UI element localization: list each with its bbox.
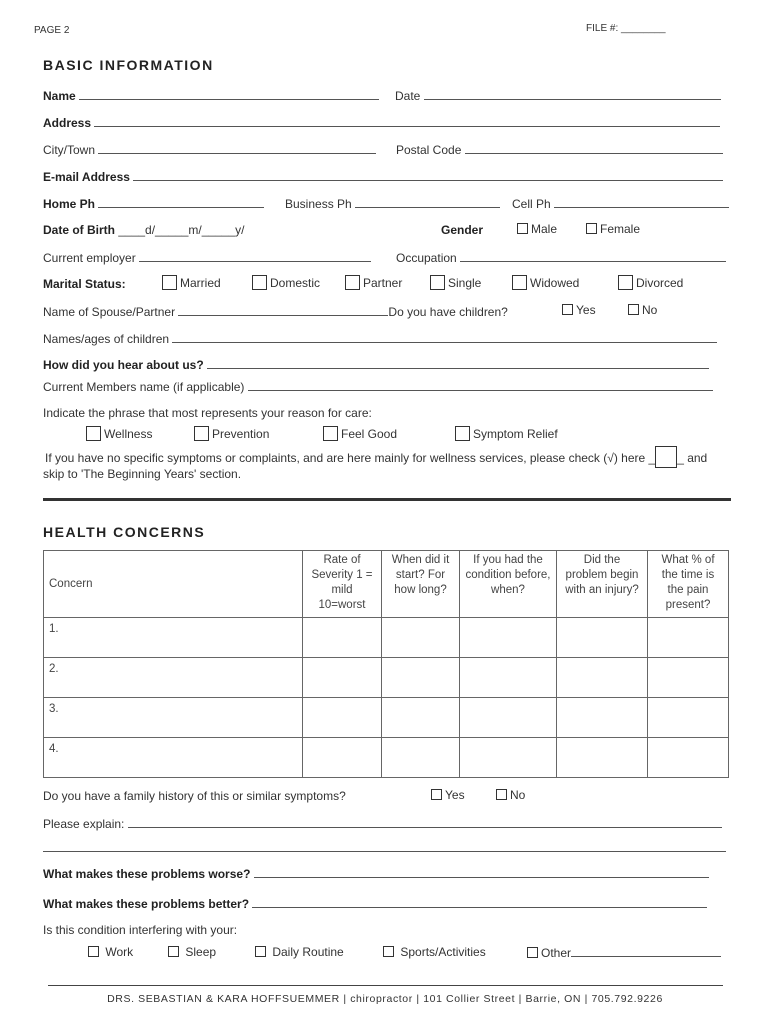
single-label: Single <box>448 276 482 290</box>
address-field[interactable] <box>94 115 720 127</box>
female-checkbox[interactable] <box>586 223 597 234</box>
table-cell[interactable] <box>460 738 557 778</box>
email-field[interactable] <box>133 169 723 181</box>
table-cell[interactable] <box>648 698 729 738</box>
marital-option-divorced[interactable] <box>618 275 683 290</box>
family-no-checkbox[interactable] <box>496 789 507 800</box>
daily-routine-label: Daily Routine <box>272 945 344 959</box>
table-cell[interactable] <box>382 618 460 658</box>
family-yes-checkbox[interactable] <box>431 789 442 800</box>
marital-option-partner[interactable] <box>345 275 402 290</box>
email-label: E-mail Address <box>43 170 130 184</box>
explain-field-line-2[interactable] <box>43 841 726 852</box>
gender-label: Gender <box>441 223 484 237</box>
reason-option-wellness[interactable] <box>86 426 152 441</box>
employer-field[interactable] <box>139 250 371 262</box>
female-label: Female <box>600 222 641 236</box>
reason-option-feel-good[interactable] <box>323 426 397 441</box>
business-phone-label: Business Ph <box>285 197 352 211</box>
reason-prompt: Indicate the phrase that most represents your reason for care: <box>43 406 372 420</box>
table-cell[interactable] <box>303 658 382 698</box>
column-header-injury: Did the problem begin with an injury? <box>557 551 648 618</box>
reason-option-prevention[interactable] <box>194 426 269 441</box>
table-cell[interactable] <box>382 658 460 698</box>
children-question: Do you have children? <box>388 305 508 319</box>
city-field[interactable] <box>98 142 376 154</box>
page-number: PAGE 2 <box>34 25 70 36</box>
children-no-label: No <box>642 303 658 317</box>
table-cell[interactable] <box>303 618 382 658</box>
better-field[interactable] <box>252 896 707 908</box>
spouse-field[interactable] <box>178 304 388 316</box>
cell-phone-label: Cell Ph <box>512 197 551 211</box>
family-no-label: No <box>510 788 526 802</box>
table-cell[interactable] <box>460 618 557 658</box>
postal-label: Postal Code <box>396 143 462 157</box>
table-cell[interactable] <box>303 698 382 738</box>
gender-female-option[interactable] <box>586 222 640 236</box>
feel-good-label: Feel Good <box>341 427 398 441</box>
table-cell[interactable] <box>460 698 557 738</box>
interfering-option-sleep[interactable] <box>168 945 216 959</box>
row-number[interactable]: 2. <box>44 658 303 698</box>
wellness-note: If you have no specific symptoms or complaints, and are here mainly for wellness services, please check (√) here _ <box>45 451 656 465</box>
gender-male-option[interactable] <box>517 222 557 236</box>
table-row[interactable] <box>44 738 729 778</box>
partner-label: Partner <box>363 276 403 290</box>
interfering-option-other[interactable] <box>527 945 721 960</box>
table-cell[interactable] <box>648 738 729 778</box>
other-field[interactable] <box>571 945 721 957</box>
worse-label: What makes these problems worse? <box>43 867 251 881</box>
table-row[interactable] <box>44 658 729 698</box>
file-number: FILE #: ________ <box>586 23 666 34</box>
dob-field[interactable]: ____d/_____m/_____y/ <box>118 223 245 237</box>
other-checkbox[interactable] <box>527 947 538 958</box>
other-label: Other <box>541 946 572 960</box>
sleep-label: Sleep <box>185 945 217 959</box>
children-names-field[interactable] <box>172 331 717 343</box>
domestic-checkbox[interactable] <box>252 275 267 290</box>
children-no-checkbox[interactable] <box>628 304 639 315</box>
wellness-note-and: _ and <box>677 451 708 465</box>
section-divider <box>43 498 731 501</box>
section-title-health: HEALTH CONCERNS <box>43 524 206 540</box>
widowed-checkbox[interactable] <box>512 275 527 290</box>
divorced-label: Divorced <box>636 276 684 290</box>
interfering-option-sports[interactable] <box>383 945 486 959</box>
married-checkbox[interactable] <box>162 275 177 290</box>
home-phone-field[interactable] <box>98 196 264 208</box>
spouse-label: Name of Spouse/Partner <box>43 305 176 319</box>
family-yes-label: Yes <box>445 788 465 802</box>
male-checkbox[interactable] <box>517 223 528 234</box>
children-yes-option[interactable] <box>562 303 596 317</box>
footer-text: DRS. SEBASTIAN & KARA HOFFSUEMMER | chiropractor | 101 Collier Street | Barrie, ON | 705.792.9226 <box>107 993 663 1005</box>
domestic-label: Domestic <box>270 276 321 290</box>
home-phone-label: Home Ph <box>43 197 96 211</box>
wellness-only-checkbox[interactable] <box>655 446 677 468</box>
marital-option-married[interactable] <box>162 275 221 290</box>
feel-good-checkbox[interactable] <box>323 426 338 441</box>
hear-label: How did you hear about us? <box>43 358 204 372</box>
table-row[interactable] <box>44 618 729 658</box>
dob-label: Date of Birth <box>43 223 115 237</box>
daily-routine-checkbox[interactable] <box>255 946 266 957</box>
postal-field[interactable] <box>465 142 723 154</box>
column-header-severity: Rate of Severity 1 = mild 10=worst <box>303 551 382 618</box>
wellness-label: Wellness <box>104 427 153 441</box>
row-number[interactable]: 4. <box>44 738 303 778</box>
reason-option-symptom-relief[interactable] <box>455 426 558 441</box>
table-cell[interactable] <box>557 658 648 698</box>
row-number[interactable]: 3. <box>44 698 303 738</box>
hear-field[interactable] <box>207 357 709 369</box>
table-cell[interactable] <box>648 618 729 658</box>
occupation-label: Occupation <box>396 251 457 265</box>
table-cell[interactable] <box>382 738 460 778</box>
table-cell[interactable] <box>460 658 557 698</box>
column-header-start: When did it start? For how long? <box>382 551 460 618</box>
children-no-option[interactable] <box>628 303 657 317</box>
marital-label: Marital Status: <box>43 277 126 291</box>
column-header-percent: What % of the time is the pain present? <box>648 551 729 618</box>
name-field[interactable] <box>79 88 379 100</box>
prevention-label: Prevention <box>212 427 270 441</box>
divorced-checkbox[interactable] <box>618 275 633 290</box>
table-cell[interactable] <box>382 698 460 738</box>
table-cell[interactable] <box>557 698 648 738</box>
health-concerns-table <box>43 550 729 778</box>
interfering-option-work[interactable] <box>88 945 133 959</box>
marital-option-domestic[interactable] <box>252 275 320 290</box>
wellness-note-skip: skip to 'The Beginning Years' section. <box>43 467 242 481</box>
interfering-question: Is this condition interfering with your: <box>43 923 238 937</box>
column-header-before: If you had the condition before, when? <box>460 551 557 618</box>
footer-rule <box>48 985 723 986</box>
better-label: What makes these problems better? <box>43 897 250 911</box>
table-cell[interactable] <box>557 738 648 778</box>
column-header-concern: Concern <box>44 551 303 618</box>
employer-label: Current employer <box>43 251 136 265</box>
prevention-checkbox[interactable] <box>194 426 209 441</box>
work-label: Work <box>105 945 134 959</box>
symptom-relief-checkbox[interactable] <box>455 426 470 441</box>
family-yes-option[interactable] <box>431 788 465 802</box>
name-label: Name <box>43 89 76 103</box>
children-yes-label: Yes <box>576 303 596 317</box>
members-label: Current Members name (if applicable) <box>43 380 245 394</box>
explain-label: Please explain: <box>43 817 125 831</box>
family-history-question: Do you have a family history of this or similar symptoms? <box>43 789 346 803</box>
married-label: Married <box>180 276 221 290</box>
section-title-basic: BASIC INFORMATION <box>43 57 214 73</box>
explain-field[interactable] <box>128 816 722 828</box>
male-label: Male <box>531 222 558 236</box>
children-yes-checkbox[interactable] <box>562 304 573 315</box>
date-label: Date <box>395 89 421 103</box>
table-cell[interactable] <box>303 738 382 778</box>
interfering-option-daily-routine[interactable] <box>255 945 344 959</box>
single-checkbox[interactable] <box>430 275 445 290</box>
marital-option-widowed[interactable] <box>512 275 579 290</box>
partner-checkbox[interactable] <box>345 275 360 290</box>
row-number[interactable]: 1. <box>44 618 303 658</box>
sleep-checkbox[interactable] <box>168 946 179 957</box>
table-cell[interactable] <box>557 618 648 658</box>
cell-phone-field[interactable] <box>554 196 729 208</box>
symptom-relief-label: Symptom Relief <box>473 427 558 441</box>
work-checkbox[interactable] <box>88 946 99 957</box>
worse-field[interactable] <box>254 866 709 878</box>
sports-label: Sports/Activities <box>400 945 486 959</box>
members-field[interactable] <box>248 379 713 391</box>
sports-checkbox[interactable] <box>383 946 394 957</box>
family-no-option[interactable] <box>496 788 525 802</box>
address-label: Address <box>43 116 92 130</box>
occupation-field[interactable] <box>460 250 726 262</box>
city-label: City/Town <box>43 143 96 157</box>
table-row[interactable] <box>44 698 729 738</box>
widowed-label: Widowed <box>530 276 580 290</box>
date-field[interactable] <box>424 88 721 100</box>
table-cell[interactable] <box>648 658 729 698</box>
business-phone-field[interactable] <box>355 196 500 208</box>
marital-option-single[interactable] <box>430 275 481 290</box>
wellness-checkbox[interactable] <box>86 426 101 441</box>
table-header-row <box>44 551 729 618</box>
children-names-label: Names/ages of children <box>43 332 170 346</box>
